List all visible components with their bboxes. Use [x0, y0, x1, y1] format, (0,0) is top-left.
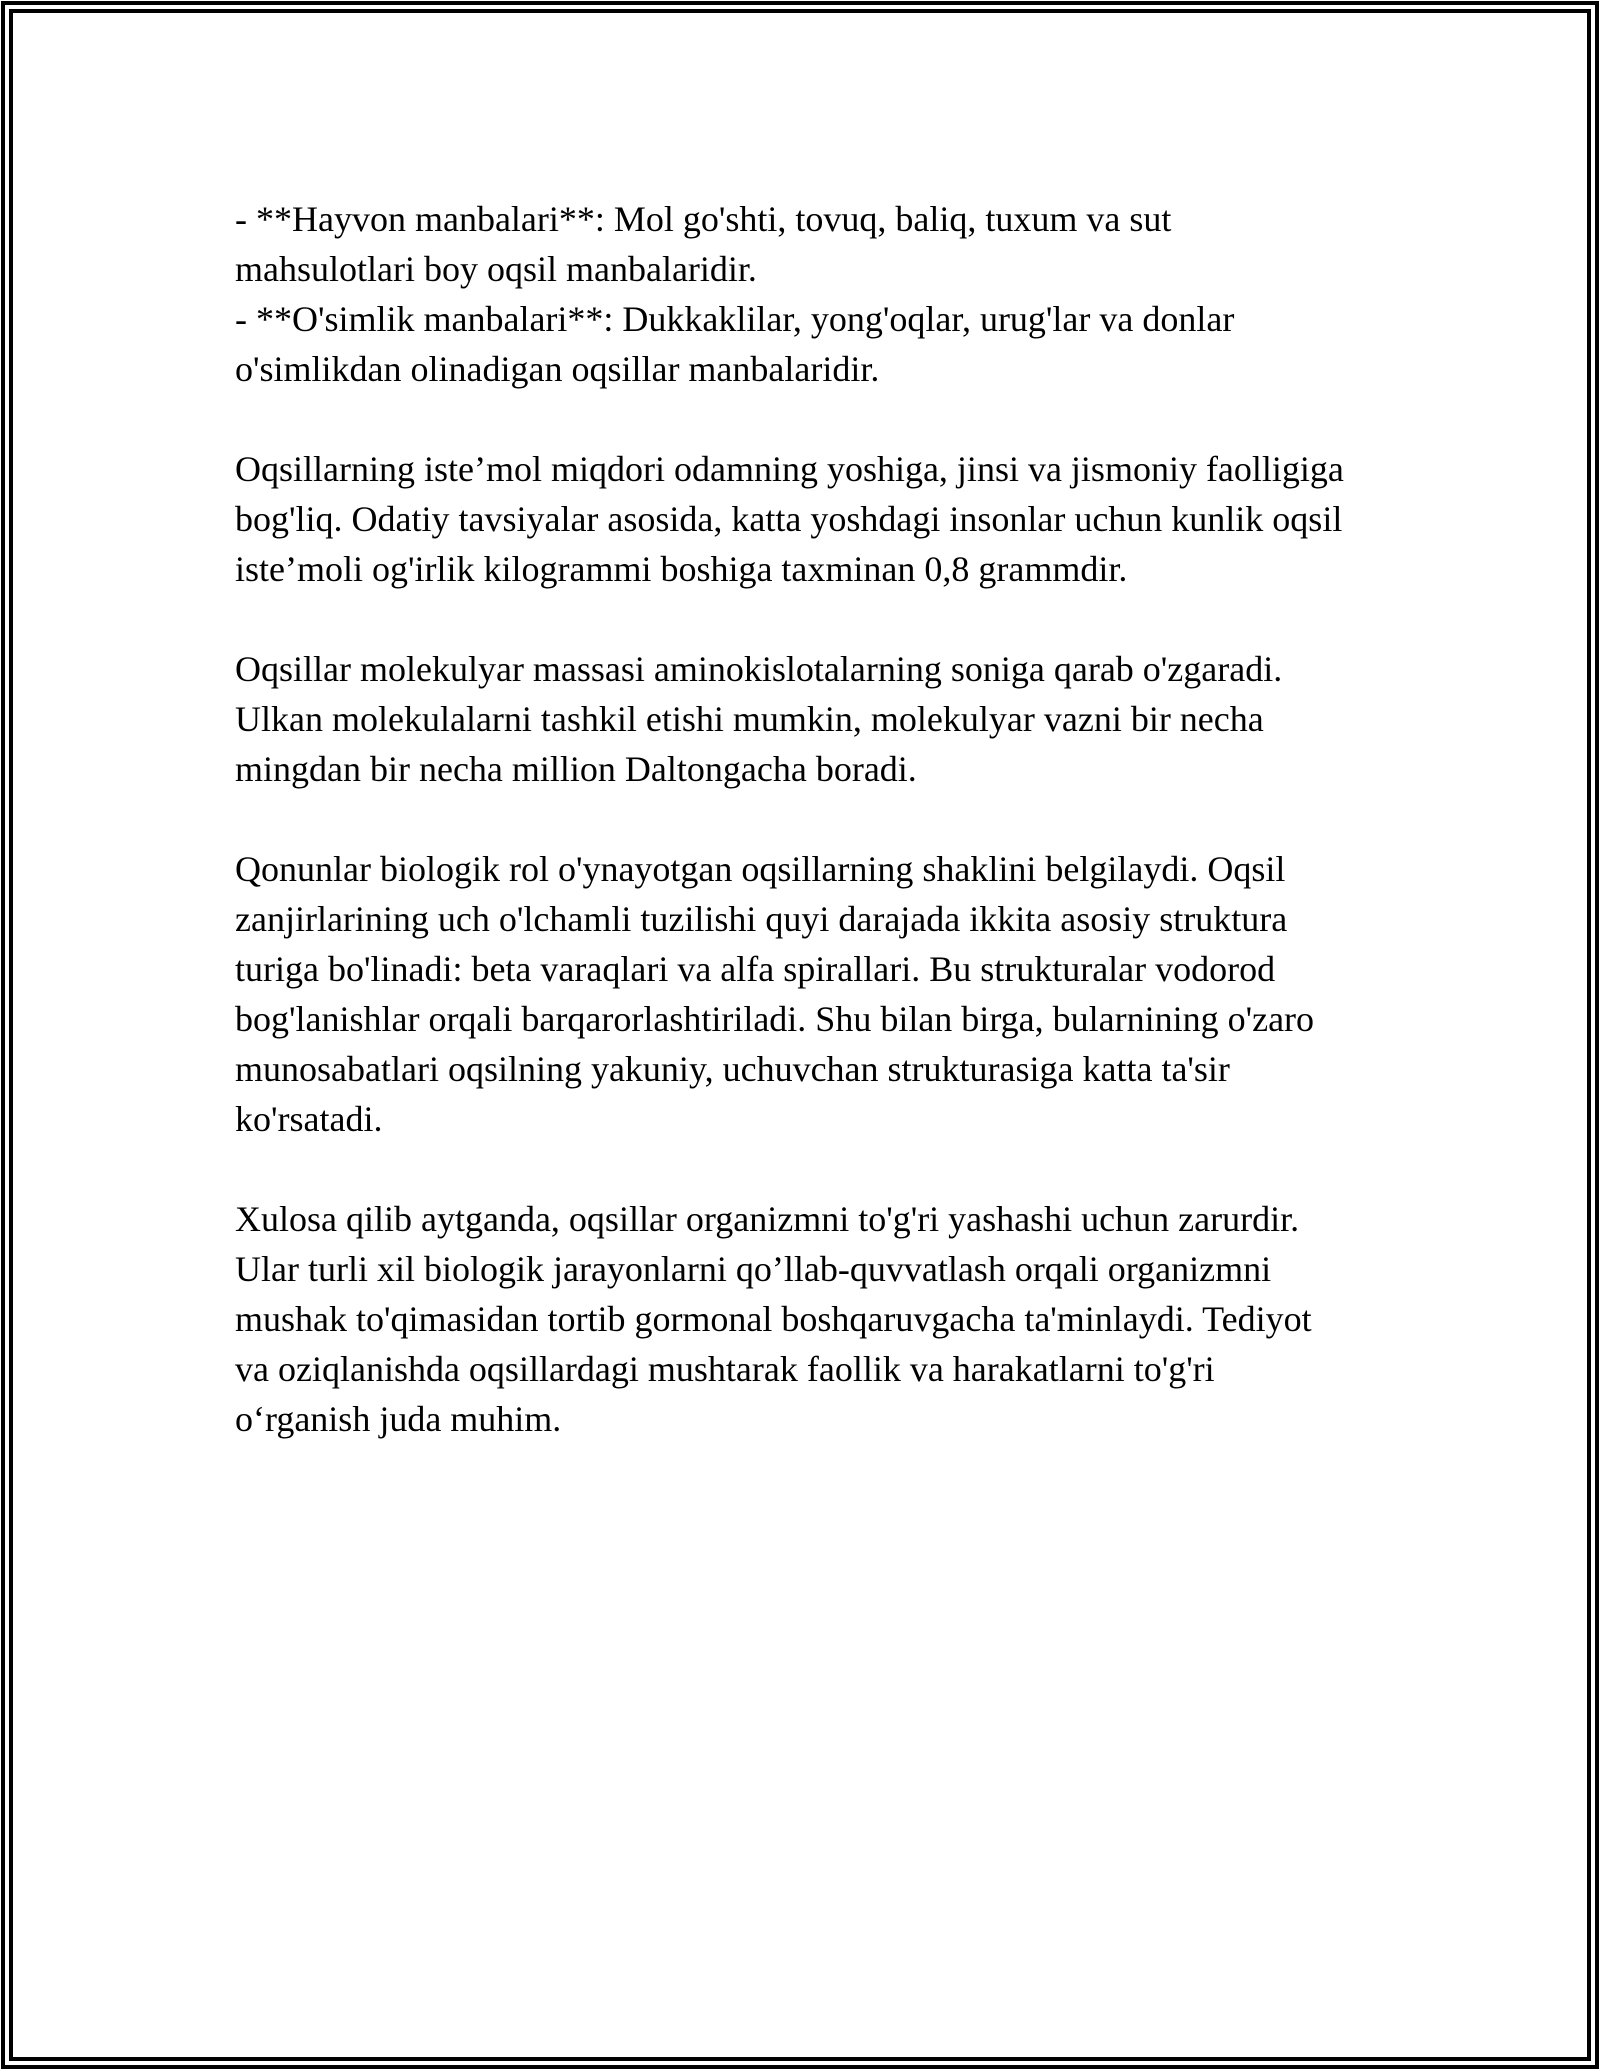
- paragraph-protein-sources-list: - **Hayvon manbalari**: Mol go'shti, tovuq, baliq, tuxum va sut mahsulotlari boy oqsil manbalaridir. - **O'simlik manbalari**: Dukkaklilar, yong'oqlar, urug'lar va donlar o'simlikdan olinadigan oqsillar manbalaridir.: [235, 199, 1235, 389]
- paragraph-molecular-mass: Oqsillar molekulyar massasi aminokislotalarning soniga qarab o'zgaradi. Ulkan molekulalarni tashkil etishi mumkin, molekulyar vazni bir necha mingdan bir necha million Daltongacha boradi.: [235, 649, 1283, 789]
- paragraph-daily-intake: Oqsillarning iste’mol miqdori odamning yoshiga, jinsi va jismoniy faolligiga bog'liq. Odatiy tavsiyalar asosida, katta yoshdagi insonlar uchun kunlik oqsil iste’moli og'irlik kilogrammi boshiga taxminan 0,8 grammdir.: [235, 449, 1344, 589]
- paragraph-structure: Qonunlar biologik rol o'ynayotgan oqsillarning shaklini belgilaydi. Oqsil zanjirlarining uch o'lchamli tuzilishi quyi darajada ikkita asosiy struktura turiga bo'linadi: beta varaqlari va alfa spirallari. Bu strukturalar vodorod bog'lanishlar orqali barqarorlashtiriladi. Shu bilan birga, bularnining o'zaro munosabatlari oqsilning yakuniy, uchuvchan strukturasiga katta ta'sir ko'rsatadi.: [235, 849, 1315, 1139]
- paragraph-conclusion: Xulosa qilib aytganda, oqsillar organizmni to'g'ri yashashi uchun zarurdir. Ular turli xil biologik jarayonlarni qo’llab-quvvatlash orqali organizmni mushak to'qimasidan tortib gormonal boshqaruvgacha ta'minlaydi. Tediyot va oziqlanishda oqsillardagi mushtarak faollik va harakatlarni to'g'ri o‘rganish juda muhim.: [235, 1199, 1312, 1439]
- document-text-block: [235, 194, 1380, 1444]
